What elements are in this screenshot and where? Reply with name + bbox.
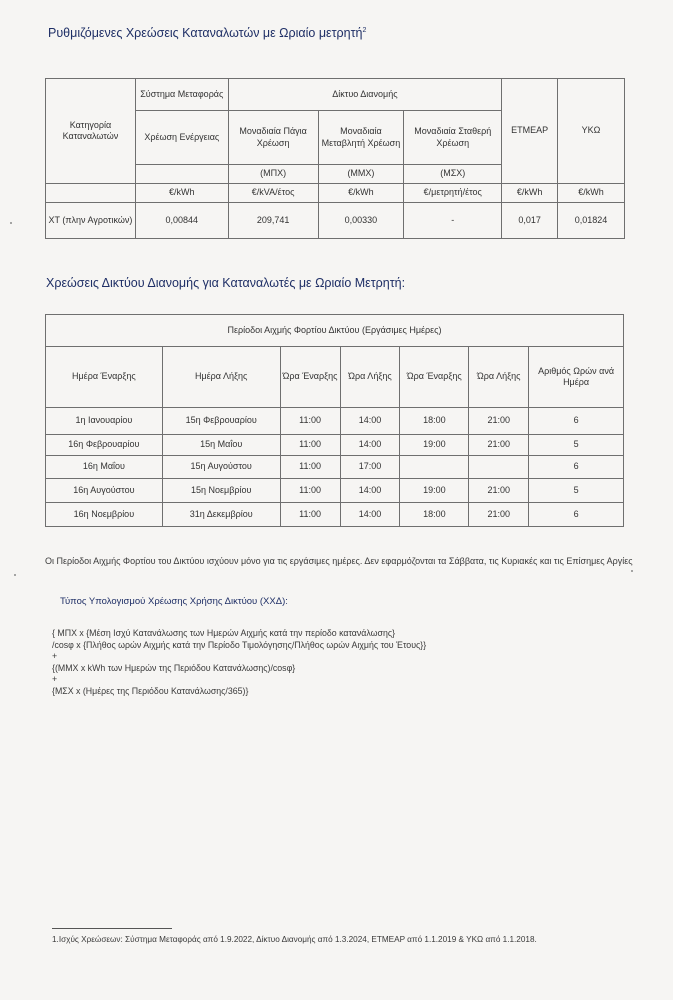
cell: 14:00: [340, 503, 400, 527]
cell: 11:00: [280, 479, 340, 503]
transmission-header: Σύστημα Μεταφοράς: [135, 79, 228, 111]
footnote-divider: [52, 928, 172, 929]
cell: [469, 456, 529, 479]
formula-line: +: [52, 651, 58, 662]
formula-block: [52, 628, 426, 698]
cell: 31η Δεκεμβρίου: [162, 503, 280, 527]
cell: 18:00: [400, 408, 469, 435]
cell: 5: [529, 435, 624, 456]
peak-caption: Περίοδοι Αιχμής Φορτίου Δικτύου (Εργάσιμες Ημέρες): [46, 315, 624, 347]
table-row: [46, 503, 624, 527]
col-fixed: Μοναδιαία Πάγια Χρέωση: [228, 111, 318, 165]
formula-line: {ΜΣΧ x (Ημέρες της Περιόδου Κατανάλωσης/365)}: [52, 686, 249, 697]
col-variable: Μοναδιαία Μεταβλητή Χρέωση: [318, 111, 404, 165]
cell: 16η Μαΐου: [46, 456, 163, 479]
abbr-fixed: (ΜΠΧ): [228, 165, 318, 184]
row-energy: 0,00844: [135, 203, 228, 239]
cell: 15η Αυγούστου: [162, 456, 280, 479]
row-yko: 0,01824: [558, 203, 625, 239]
scan-speck: [631, 570, 633, 572]
table-row: [46, 435, 624, 456]
row-category: ΧΤ (πλην Αγροτικών): [46, 203, 136, 239]
unit-energy: €/kWh: [135, 184, 228, 203]
formula-line: {(ΜΜΧ x kWh των Ημερών της Περιόδου Κατανάλωσης)/cosφ}: [52, 662, 296, 673]
cell: 19:00: [400, 435, 469, 456]
cell: 6: [529, 503, 624, 527]
page-title: Ρυθμιζόμενες Χρεώσεις Καταναλωτών με Ωριαίο μετρητή$^2$: [48, 26, 367, 40]
cell: 21:00: [469, 479, 529, 503]
table-row: [46, 479, 624, 503]
cell: 21:00: [469, 408, 529, 435]
formula-line: /cosφ x {Πλήθος ωρών Αιχμής κατά την Περίοδο Τιμολόγησης/Πλήθος ωρών Αιχμής του Έτους}}: [52, 639, 427, 650]
footnote-ref: 2: [362, 26, 367, 34]
cell: 14:00: [340, 408, 400, 435]
cell: 5: [529, 479, 624, 503]
header-cell: Ώρα Έναρξης: [280, 347, 340, 408]
unit-etmear: €/kWh: [502, 184, 558, 203]
peak-periods-table: [45, 314, 624, 527]
cell: [400, 456, 469, 479]
formula-line: { ΜΠΧ x {Μέση Ισχύ Κατανάλωσης των Ημερών Αιχμής κατά την περίοδο κατανάλωσης}: [52, 628, 396, 638]
cell: 6: [529, 408, 624, 435]
header-cell: Ημέρα Λήξης: [162, 347, 280, 408]
distribution-header: Δίκτυο Διανομής: [228, 79, 501, 111]
charges-table: [45, 78, 625, 239]
cell: 11:00: [280, 408, 340, 435]
cell: 14:00: [340, 479, 400, 503]
header-cell: Ώρα Λήξης: [469, 347, 529, 408]
unit-empty: [46, 184, 136, 203]
cell: 11:00: [280, 456, 340, 479]
header-cell: Αριθμός Ωρών ανά Ημέρα: [529, 347, 624, 408]
cell: 11:00: [280, 435, 340, 456]
table-row: [46, 456, 624, 479]
etmear-header: ΕΤΜΕΑΡ: [502, 79, 558, 184]
table-row: [46, 408, 624, 435]
abbr-variable: (ΜΜΧ): [318, 165, 404, 184]
footnote: 1.Ισχύς Χρεώσεων: Σύστημα Μεταφοράς από 1.9.2022, Δίκτυο Διανομής από 1.3.2024, ΕΤΜΕΑΡ από 1.1.2019 & ΥΚΩ από 1.1.2018.: [52, 935, 537, 944]
scan-speck: [10, 222, 12, 224]
unit-fixed: €/kVA/έτος: [228, 184, 318, 203]
col-energy: Χρέωση Ενέργειας: [135, 111, 228, 165]
cell: 21:00: [469, 503, 529, 527]
formula-title: Τύπος Υπολογισμού Χρέωσης Χρήσης Δικτύου (ΧΧΔ):: [60, 596, 288, 607]
cell: 14:00: [340, 435, 400, 456]
formula-line: +: [52, 674, 58, 685]
section-title: Χρεώσεις Δικτύου Διανομής για Καταναλωτές με Ωριαίο Μετρητή:: [46, 276, 406, 290]
row-variable: 0,00330: [318, 203, 404, 239]
header-cell: Ώρα Έναρξης: [400, 347, 469, 408]
unit-yko: €/kWh: [558, 184, 625, 203]
header-cell: Ημέρα Έναρξης: [46, 347, 163, 408]
yko-header: ΥΚΩ: [558, 79, 625, 184]
cell: 16η Αυγούστου: [46, 479, 163, 503]
row-constant: -: [404, 203, 502, 239]
cell: 16η Φεβρουαρίου: [46, 435, 163, 456]
cell: 18:00: [400, 503, 469, 527]
col-constant: Μοναδιαία Σταθερή Χρέωση: [404, 111, 502, 165]
cell: 15η Νοεμβρίου: [162, 479, 280, 503]
cell: 21:00: [469, 435, 529, 456]
cell: 11:00: [280, 503, 340, 527]
peak-note: Οι Περίοδοι Αιχμής Φορτίου του Δικτύου ισχύουν μόνο για τις εργάσιμες ημέρες. Δεν εφαρμόζονται τα Σάββατα, τις Κυριακές και τις Επίσημες Αργίες: [45, 556, 633, 566]
category-header: Κατηγορία Καταναλωτών: [46, 79, 136, 184]
abbr-empty: [135, 165, 228, 184]
cell: 15η Μαΐου: [162, 435, 280, 456]
unit-variable: €/kWh: [318, 184, 404, 203]
cell: 16η Νοεμβρίου: [46, 503, 163, 527]
row-fixed: 209,741: [228, 203, 318, 239]
scan-speck: [14, 574, 16, 576]
abbr-constant: (ΜΣΧ): [404, 165, 502, 184]
cell: 1η Ιανουαρίου: [46, 408, 163, 435]
cell: 19:00: [400, 479, 469, 503]
cell: 17:00: [340, 456, 400, 479]
cell: 6: [529, 456, 624, 479]
header-cell: Ώρα Λήξης: [340, 347, 400, 408]
unit-constant: €/μετρητή/έτος: [404, 184, 502, 203]
cell: 15η Φεβρουαρίου: [162, 408, 280, 435]
row-etmear: 0,017: [502, 203, 558, 239]
